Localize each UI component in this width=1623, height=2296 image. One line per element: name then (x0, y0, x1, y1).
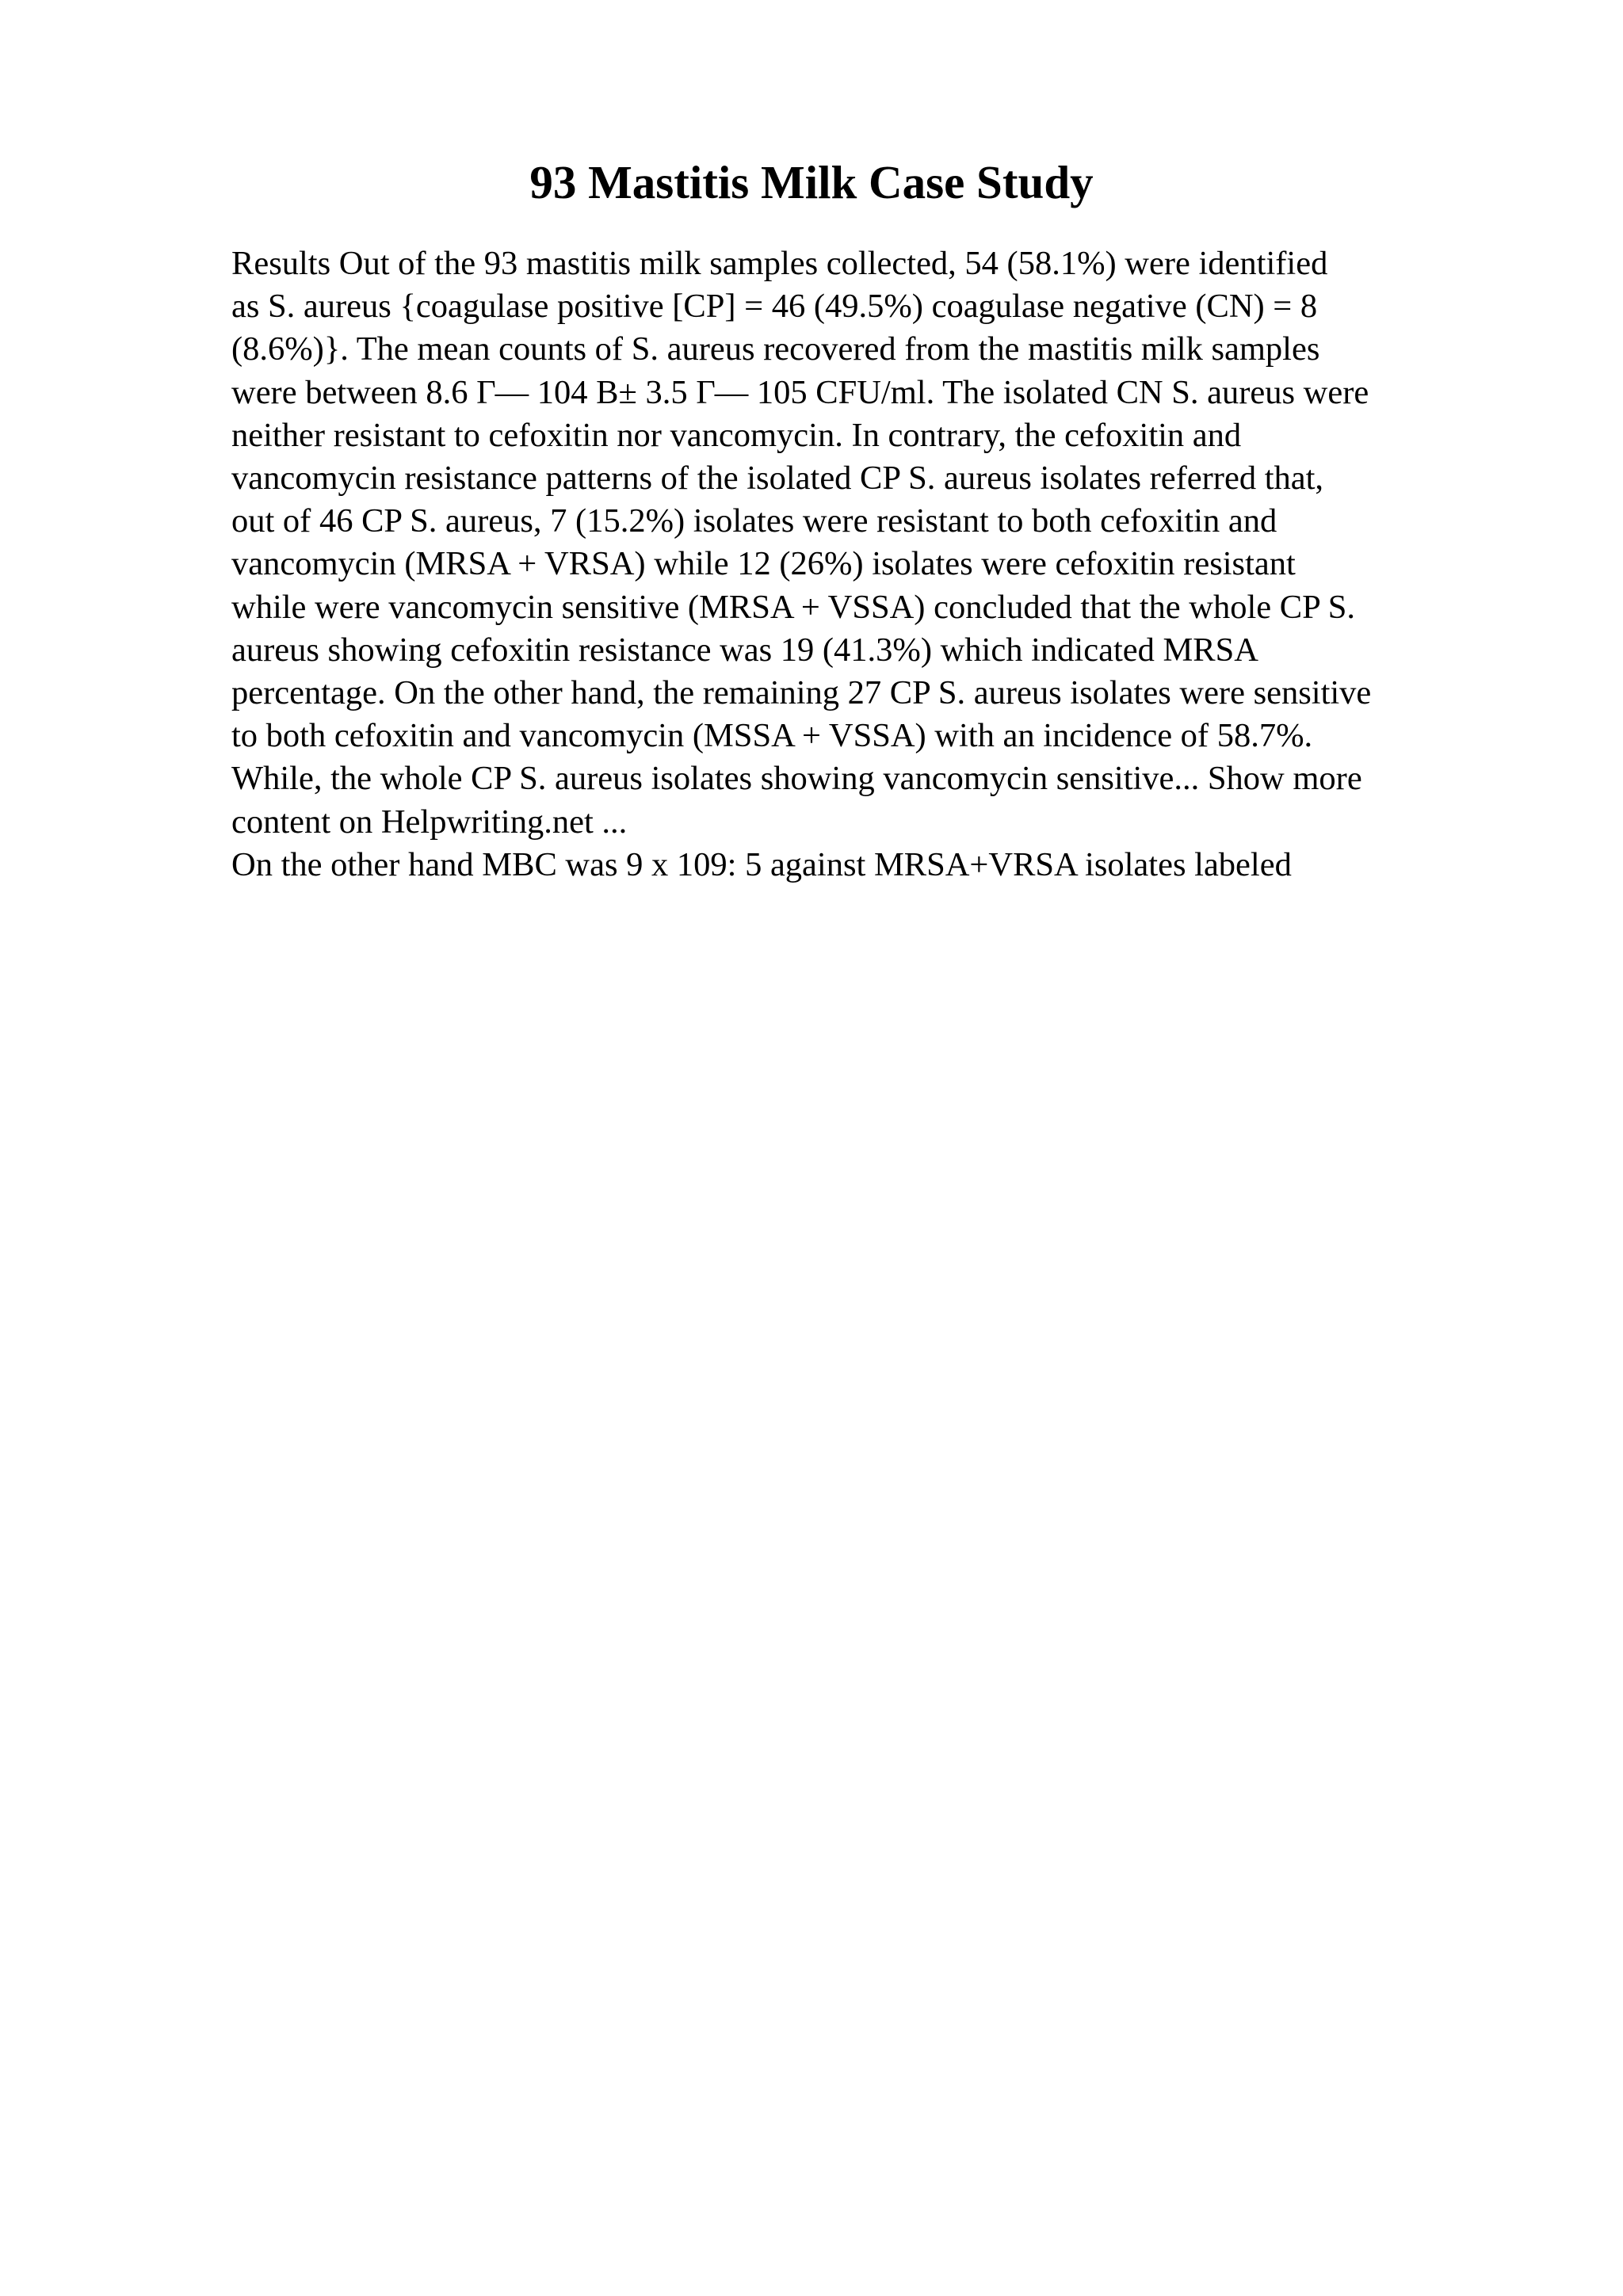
body-line: While, the whole CP S. aureus isolates showing vancomycin sensitive... Show more (231, 760, 1362, 798)
body-line: Results Out of the 93 mastitis milk samples collected, 54 (58.1%) were identified (231, 245, 1328, 282)
body-line: aureus showing cefoxitin resistance was 19 (41.3%) which indicated MRSA (231, 631, 1258, 669)
body-line: percentage. On the other hand, the remaining 27 CP S. aureus isolates were sensitive (231, 674, 1372, 712)
body-line: vancomycin (MRSA + VRSA) while 12 (26%) isolates were cefoxitin resistant (231, 545, 1296, 583)
body-line: content on Helpwriting.net ... (231, 803, 628, 841)
document-body (231, 242, 1499, 887)
body-line: to both cefoxitin and vancomycin (MSSA + VSSA) with an incidence of 58.7%. (231, 717, 1313, 755)
body-line: were between 8.6 Г— 104 В± 3.5 Г— 105 CFU/ml. The isolated CN S. aureus were (231, 373, 1369, 411)
body-line: vancomycin resistance patterns of the isolated CP S. aureus isolates referred that, (231, 460, 1324, 498)
body-line: neither resistant to cefoxitin nor vancomycin. In contrary, the cefoxitin and (231, 416, 1242, 454)
body-line: while were vancomycin sensitive (MRSA + VSSA) concluded that the whole CP S. (231, 588, 1356, 626)
page-title: 93 Mastitis Milk Case Study (529, 156, 1094, 208)
body-line: as S. aureus {coagulase positive [CP] = 46 (49.5%) coagulase negative (CN) = 8 (231, 288, 1318, 326)
body-line: On the other hand MBC was 9 x 109: 5 against MRSA+VRSA isolates labeled (231, 845, 1292, 883)
body-line: (8.6%)}. The mean counts of S. aureus recovered from the mastitis milk samples (231, 330, 1320, 368)
body-line: out of 46 CP S. aureus, 7 (15.2%) isolates were resistant to both cefoxitin and (231, 502, 1277, 540)
